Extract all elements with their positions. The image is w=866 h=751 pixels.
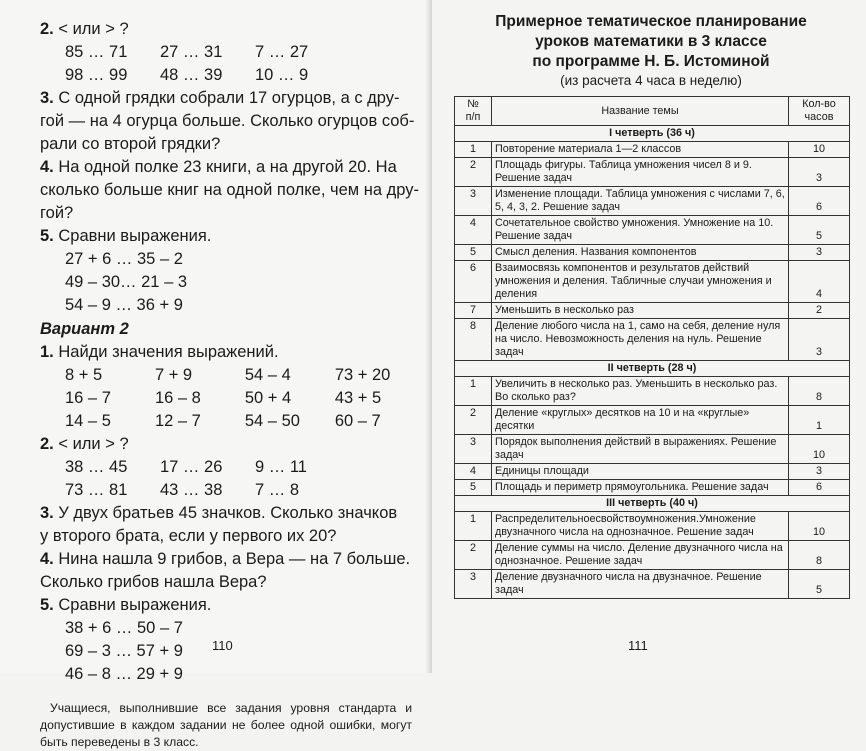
task-3: 3. С одной грядки собрали 17 огурцов, а с дру- гой — на 4 огурца больше. Сколько огурцов соб- рали со второй грядки?	[40, 89, 415, 153]
col-hours-header: Кол-во часов	[789, 97, 850, 126]
quarter-row	[455, 496, 850, 512]
expression: 43 + 5	[334, 389, 382, 407]
expression: 73 … 81	[65, 481, 128, 499]
row-topic: Уменьшить в несколько раз	[492, 303, 789, 319]
row-number: 6	[455, 261, 492, 303]
expression: 9 … 11	[255, 458, 307, 476]
row-hours: 8	[789, 541, 850, 570]
row-topic: Единицы площади	[492, 464, 789, 480]
row-topic: Деление «круглых» десятков на 10 и на «круглые» десятки	[492, 406, 789, 435]
quarter-label: I четверть (36 ч)	[455, 126, 850, 142]
quarter-row	[455, 126, 850, 142]
row-hours: 8	[789, 377, 850, 406]
expression: 27 … 31	[160, 43, 223, 61]
table-row	[455, 377, 850, 406]
row-hours: 6	[789, 187, 850, 216]
row-hours: 5	[789, 570, 850, 599]
comparison-grid	[40, 41, 420, 87]
expression: 85 … 71	[65, 43, 128, 61]
expression: 60 – 7	[334, 412, 381, 430]
expression-row	[65, 410, 420, 433]
row-number: 5	[455, 480, 492, 496]
table-row	[455, 406, 850, 435]
expression: 12 – 7	[154, 412, 201, 430]
row-number: 5	[455, 245, 492, 261]
plan-title: Примерное тематическое планирование	[495, 13, 807, 30]
expression: 43 … 38	[160, 481, 223, 499]
table-header	[455, 97, 850, 126]
table-row	[455, 187, 850, 216]
row-number: 3	[455, 187, 492, 216]
row-topic: Увеличить в несколько раз. Уменьшить в несколько раз. Во сколько раз?	[492, 377, 789, 406]
right-page	[432, 0, 866, 673]
plan-title-line-2: уроков математики в 3 классе	[535, 33, 767, 50]
quarter-row	[455, 361, 850, 377]
row-topic: Деление любого числа на 1, само на себя, деление нуля на число. Невозможность деления на нуль. Решение задач	[492, 319, 789, 361]
row-hours: 3	[789, 464, 850, 480]
table-row	[455, 319, 850, 361]
row-topic: Порядок выполнения действий в выражениях. Решение задач	[492, 435, 789, 464]
row-hours: 2	[789, 303, 850, 319]
plan-subtitle: (из расчета 4 часа в неделю)	[560, 73, 742, 88]
expression-row	[65, 364, 420, 387]
row-number: 2	[455, 406, 492, 435]
row-hours: 1	[789, 406, 850, 435]
row-number: 1	[455, 377, 492, 406]
table-row	[455, 158, 850, 187]
task-2: 2. < или > ? 85 … 71 27 … 31 7 … 27 98 … 99 48 … 39 10 … 9	[40, 18, 420, 87]
row-number: 3	[455, 435, 492, 464]
transfer-note: Учащиеся, выполнившие все задания уровня стандарта и допустившие в каждом задании не более одной ошибки, могут быть переведены в 3 класс.	[40, 701, 412, 749]
variant-task-5: 5. Сравни выражения. 38 + 6 … 50 – 7 69 – 3 … 57 + 9 46 – 8 … 29 + 9	[40, 596, 212, 683]
program-line: по программе Н. Б. Истоминой	[532, 53, 770, 70]
expression: 8 + 5	[65, 366, 103, 384]
row-number: 2	[455, 541, 492, 570]
comparison-grid	[40, 456, 420, 502]
row-topic: Сочетательное свойство умножения. Умножение на 10. Решение задач	[492, 216, 789, 245]
expression: 14 – 5	[65, 412, 111, 430]
variant-task-1: 1. Найди значения выражений. 8 + 5 7 + 9 54 – 4 73 + 20 16 – 7 16 – 8 50 + 4 43 + 5 14 – 5 12 – 7 54 – 50 60 – 7	[40, 341, 420, 433]
plan-table-body	[455, 126, 850, 599]
table-row	[455, 245, 850, 261]
expression: 48 … 39	[160, 66, 223, 84]
expression: 17 … 26	[160, 458, 223, 476]
row-number: 4	[455, 216, 492, 245]
variant-task-4: 4. Нина нашла 9 грибов, а Вера — на 7 больше. Сколько грибов нашла Вера?	[40, 550, 411, 591]
expression: 38 … 45	[65, 458, 128, 476]
page-number: 110	[212, 638, 233, 653]
row-hours: 3	[789, 319, 850, 361]
row-hours: 10	[789, 435, 850, 464]
col-topic-header: Название темы	[492, 97, 789, 126]
table-row	[455, 480, 850, 496]
task-5: 5. Сравни выражения. 27 + 6 … 35 – 2 49 – 30… 21 – 3 54 – 9 … 36 + 9	[40, 227, 212, 314]
expression-row	[65, 456, 420, 479]
expression: 54 – 4	[244, 366, 291, 384]
table-row	[455, 512, 850, 541]
row-number: 2	[455, 158, 492, 187]
expression: 73 + 20	[334, 366, 391, 384]
row-number: 1	[455, 142, 492, 158]
expression: 7 … 27	[255, 43, 309, 61]
col-number-header: № п/п	[455, 97, 492, 126]
row-hours: 5	[789, 216, 850, 245]
task-4: 4. На одной полке 23 книги, а на другой 20. На сколько больше книг на одной полке, чем на дру- гой?	[40, 158, 419, 222]
row-topic: Изменение площади. Таблица умножения с числами 7, 6, 5, 4, 3, 2. Решение задач	[492, 187, 789, 216]
table-row	[455, 261, 850, 303]
expression-grid	[40, 364, 420, 433]
row-topic: Смысл деления. Названия компонентов	[492, 245, 789, 261]
row-topic: Деление двузначного числа на двузначное. Решение задач	[492, 570, 789, 599]
variant-task-3: 3. У двух братьев 45 значков. Сколько значков у второго брата, если у первого их 20?	[40, 504, 398, 545]
row-topic: Деление суммы на число. Деление двузначного числа на однозначное. Решение задач	[492, 541, 789, 570]
table-row	[455, 464, 850, 480]
row-hours: 10	[789, 512, 850, 541]
row-topic: Повторение материала 1—2 классов	[492, 142, 789, 158]
expression: 7 … 8	[255, 481, 300, 499]
quarter-label: II четверть (28 ч)	[455, 361, 850, 377]
row-hours: 3	[789, 158, 850, 187]
expression: 16 – 8	[154, 389, 201, 407]
expression: 50 + 4	[244, 389, 292, 407]
expression: 54 – 50	[244, 412, 300, 430]
row-number: 3	[455, 570, 492, 599]
row-topic: Площадь фигуры. Таблица умножения чисел 8 и 9. Решение задач	[492, 158, 789, 187]
table-row	[455, 142, 850, 158]
expression: 7 + 9	[154, 366, 193, 384]
row-hours: 10	[789, 142, 850, 158]
row-topic: Взаимосвязь компонентов и результатов действий умножения и деления. Табличные случаи умножения и деления	[492, 261, 789, 303]
row-topic: Распределительноесвойствоумножения.Умножение двузначного числа на однозначное. Решение задач	[492, 512, 789, 541]
plan-table	[454, 96, 850, 599]
left-page	[0, 0, 432, 749]
table-row	[455, 541, 850, 570]
expression: 98 … 99	[65, 66, 128, 84]
expression: 16 – 7	[65, 389, 111, 407]
expression-row	[65, 41, 420, 64]
quarter-label: III четверть (40 ч)	[455, 496, 850, 512]
table-row	[455, 435, 850, 464]
expression-row	[65, 479, 420, 502]
row-number: 1	[455, 512, 492, 541]
row-number: 7	[455, 303, 492, 319]
page-number: 111	[628, 638, 648, 653]
row-number: 4	[455, 464, 492, 480]
variant-task-2: 2. < или > ? 38 … 45 17 … 26 9 … 11 73 … 81 43 … 38 7 … 8	[40, 433, 420, 502]
table-row	[455, 303, 850, 319]
variant-heading: Вариант 2	[40, 320, 129, 338]
expression-row	[65, 64, 420, 87]
row-number: 8	[455, 319, 492, 361]
row-hours: 4	[789, 261, 850, 303]
table-row	[455, 570, 850, 599]
row-topic: Площадь и периметр прямоугольника. Решение задач	[492, 480, 789, 496]
expression-row	[65, 387, 420, 410]
row-hours: 6	[789, 480, 850, 496]
expression: 10 … 9	[255, 66, 309, 84]
table-row	[455, 216, 850, 245]
row-hours: 3	[789, 245, 850, 261]
